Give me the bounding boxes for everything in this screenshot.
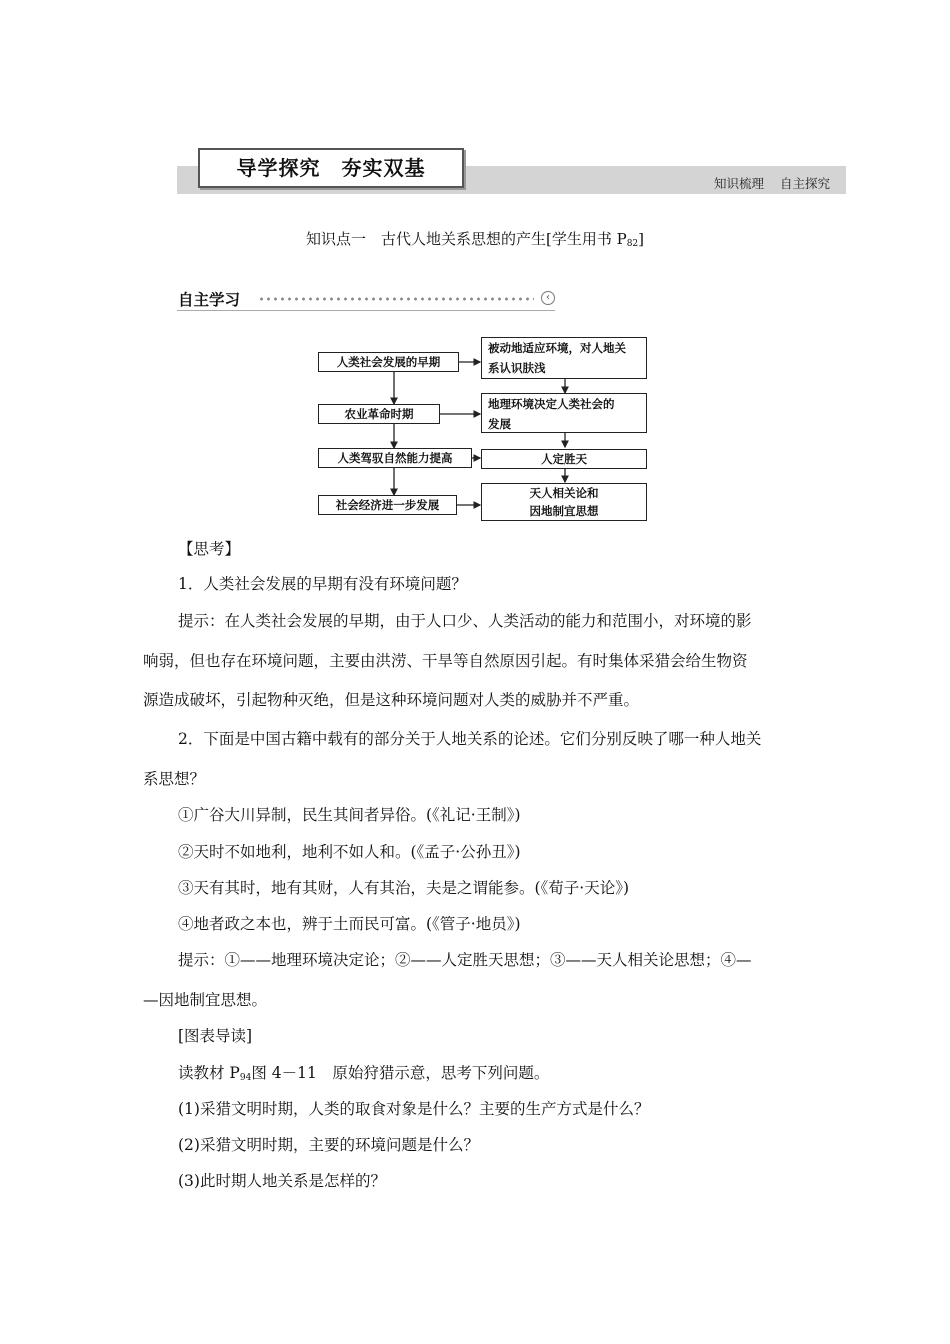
question-2-line-1: 2．下面是中国古籍中载有的部分关于人地关系的论述。它们分别反映了哪一种人地关 bbox=[178, 730, 762, 748]
flow-left-box-4: 社会经济进一步发展 bbox=[318, 495, 457, 515]
heading-underline bbox=[177, 310, 555, 311]
flow-right-box-1: 被动地适应环境，对人地关 系认识肤浅 bbox=[481, 337, 647, 379]
chevron-left-icon: ‹ bbox=[541, 291, 555, 305]
answer-2-line-2: —因地制宜思想。 bbox=[143, 991, 268, 1009]
flow-left-box-1: 人类社会发展的早期 bbox=[318, 352, 459, 372]
flow-left-box-3: 人类驾驭自然能力提高 bbox=[318, 448, 472, 468]
flow-right-box-4: 天人相关论和 因地制宜思想 bbox=[481, 483, 647, 521]
banner-right-labels bbox=[702, 174, 830, 192]
banner-label-knowledge: 知识梳理 bbox=[713, 176, 764, 191]
flowchart bbox=[310, 335, 655, 530]
flow-right-box-2: 地理环境决定人类社会的 发展 bbox=[481, 393, 647, 433]
quote-2: ②天时不如地利，地利不如人和。(《孟子·公孙丑》) bbox=[178, 843, 521, 861]
question-2-line-2: 系思想？ bbox=[143, 770, 206, 788]
reading-question-3: (3)此时期人地关系是怎样的？ bbox=[178, 1172, 386, 1190]
banner-label-inquiry: 自主探究 bbox=[779, 176, 830, 191]
flow-left-box-2: 农业革命时期 bbox=[318, 404, 440, 424]
answer-2-line-1: 提示：①——地理环境决定论；②——人定胜天思想；③——天人相关论思想；④— bbox=[178, 951, 752, 969]
reading-question-1: (1)采猎文明时期，人类的取食对象是什么？主要的生产方式是什么？ bbox=[178, 1100, 650, 1118]
quote-1: ①广谷大川异制，民生其间者异俗。(《礼记·王制》) bbox=[178, 806, 521, 824]
flow-right-box-3: 人定胜天 bbox=[481, 449, 647, 469]
self-study-heading: 自主学习 bbox=[178, 291, 241, 309]
reading-question-2: (2)采猎文明时期，主要的环境问题是什么？ bbox=[178, 1136, 479, 1154]
chart-reading-heading: [图表导读] bbox=[178, 1027, 253, 1045]
question-1: 1．人类社会发展的早期有没有环境问题？ bbox=[178, 575, 467, 593]
knowledge-point-title: 知识点一 古代人地关系思想的产生[学生用书 $P_{82}$] bbox=[305, 230, 645, 249]
dotted-divider bbox=[258, 297, 534, 301]
quote-4: ④地者政之本也，辨于土而民可富。(《管子·地员》) bbox=[178, 915, 521, 933]
banner-title: 导学探究 夯实双基 bbox=[198, 148, 464, 188]
reading-intro: 读教材 $P_{94}$图 4－11 原始狩猎示意，思考下列问题。 bbox=[178, 1064, 550, 1083]
answer-1-line-1: 提示：在人类社会发展的早期，由于人口少、人类活动的能力和范围小，对环境的影 bbox=[178, 612, 752, 630]
answer-1-line-2: 响弱，但也存在环境问题，主要由洪涝、干旱等自然原因引起。有时集体采猎会给生物资 bbox=[143, 652, 748, 670]
answer-1-line-3: 源造成破坏，引起物种灭绝，但是这种环境问题对人类的威胁并不严重。 bbox=[143, 691, 640, 709]
think-heading: 【思考】 bbox=[178, 540, 241, 558]
quote-3: ③天有其时，地有其财，人有其治，夫是之谓能参。(《荀子·天论》) bbox=[178, 879, 630, 897]
